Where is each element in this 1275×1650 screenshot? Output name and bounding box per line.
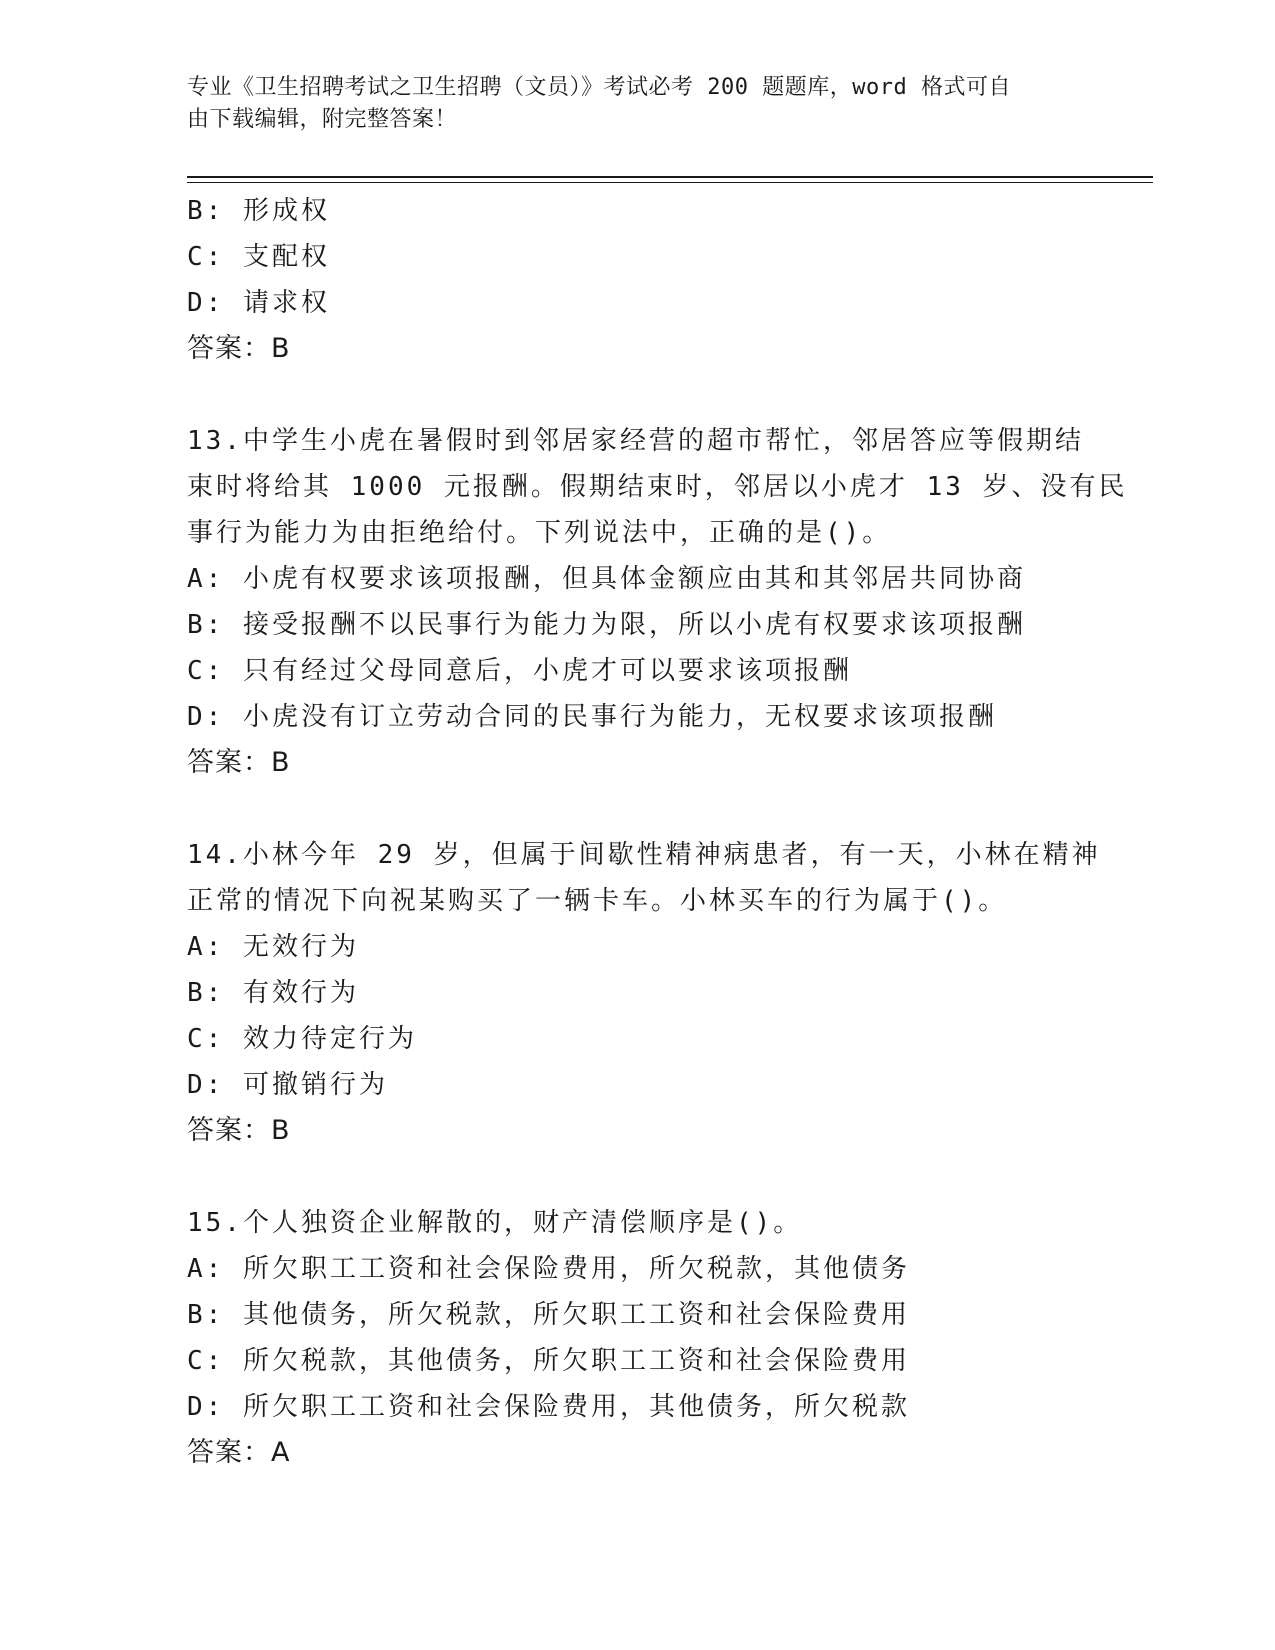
option-a: A: 无效行为	[187, 932, 359, 962]
option-c: C: 支配权	[187, 242, 330, 272]
option-d: D: 小虎没有订立劳动合同的民事行为能力，无权要求该项报酬	[187, 702, 997, 732]
answer-line: 答案：B	[187, 747, 291, 778]
option-d: D: 所欠职工工资和社会保险费用，其他债务，所欠税款	[187, 1392, 910, 1422]
answer-line: 答案：B	[187, 333, 291, 364]
option-a: A: 所欠职工工资和社会保险费用，所欠税款，其他债务	[187, 1254, 910, 1284]
question-15	[187, 1200, 1167, 1476]
answer-line: 答案：A	[187, 1437, 291, 1468]
header-line-1: 专业《卫生招聘考试之卫生招聘（文员）》考试必考 200 题题库，word 格式可自	[187, 75, 1011, 100]
question-stem-line: 事行为能力为由拒绝给付。下列说法中，正确的是()。	[187, 518, 892, 548]
option-b: B: 形成权	[187, 196, 330, 226]
option-c: C: 只有经过父母同意后，小虎才可以要求该项报酬	[187, 656, 852, 686]
question-14	[187, 832, 1167, 1154]
option-c: C: 所欠税款，其他债务，所欠职工工资和社会保险费用	[187, 1346, 910, 1376]
question-stem-line: 13.中学生小虎在暑假时到邻居家经营的超市帮忙，邻居答应等假期结	[187, 426, 1084, 456]
option-d: D: 请求权	[187, 288, 330, 318]
option-c: C: 效力待定行为	[187, 1024, 417, 1054]
question-stem-line: 15.个人独资企业解散的，财产清偿顺序是()。	[187, 1208, 803, 1238]
option-d: D: 可撤销行为	[187, 1070, 388, 1100]
spacer	[187, 1154, 1167, 1200]
header-divider-thick	[187, 176, 1153, 178]
option-b: B: 其他债务，所欠税款，所欠职工工资和社会保险费用	[187, 1300, 910, 1330]
option-b: B: 接受报酬不以民事行为能力为限，所以小虎有权要求该项报酬	[187, 610, 1026, 640]
question-12-continued	[187, 188, 1167, 372]
header-line-2: 由下载编辑，附完整答案！	[187, 107, 458, 132]
question-13	[187, 418, 1167, 786]
spacer	[187, 786, 1167, 832]
option-a: A: 小虎有权要求该项报酬，但具体金额应由其和其邻居共同协商	[187, 564, 1026, 594]
option-b: B: 有效行为	[187, 978, 359, 1008]
spacer	[187, 372, 1167, 418]
question-stem-line: 14.小林今年 29 岁，但属于间歇性精神病患者，有一天，小林在精神	[187, 840, 1101, 870]
page-header	[187, 72, 1067, 136]
question-list	[187, 188, 1167, 1476]
answer-line: 答案：B	[187, 1115, 291, 1146]
question-stem-line: 束时将给其 1000 元报酬。假期结束时，邻居以小虎才 13 岁、没有民	[187, 472, 1128, 502]
question-stem-line: 正常的情况下向祝某购买了一辆卡车。小林买车的行为属于()。	[187, 886, 1008, 916]
header-divider-thin	[187, 182, 1153, 183]
